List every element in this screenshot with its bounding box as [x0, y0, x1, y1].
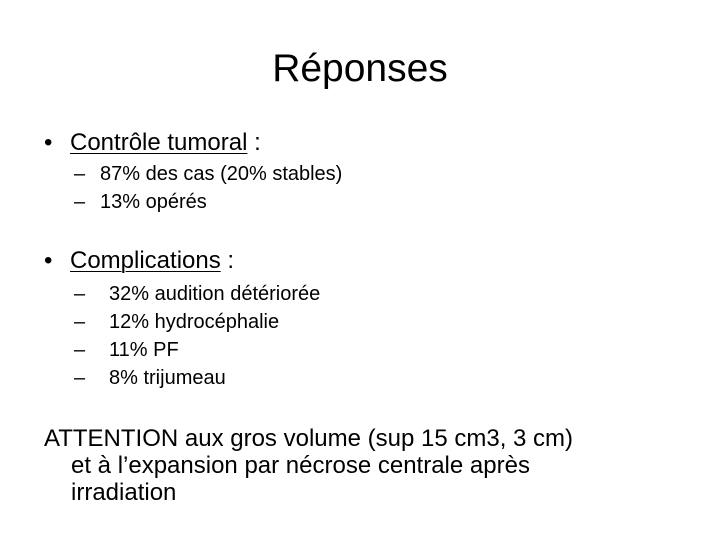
sub-item — [74, 160, 342, 188]
sub-item-text: 32% audition détériorée — [109, 283, 321, 305]
bullet-complications — [44, 246, 234, 276]
attention-line: et à l’expansion par nécrose centrale après — [71, 452, 530, 479]
sub-item — [74, 308, 279, 336]
dash-marker: – — [74, 311, 86, 333]
sub-item-text: 13% opérés — [100, 191, 207, 213]
bullet-controle-tumoral — [44, 128, 261, 158]
sub-item-text: 11% PF — [109, 339, 179, 361]
attention-line: irradiation — [71, 479, 177, 506]
attention-note — [44, 425, 704, 506]
dash-marker: – — [74, 367, 86, 389]
dash-marker: – — [74, 163, 86, 185]
sub-item-text: 87% des cas (20% stables) — [100, 163, 343, 185]
bullet-dot: • — [44, 247, 53, 274]
dash-marker: – — [74, 339, 86, 361]
bullet-suffix: : — [220, 247, 235, 274]
dash-marker: – — [74, 191, 86, 213]
slide-title: Réponses — [272, 47, 448, 90]
sub-item — [74, 280, 320, 308]
bullet-heading: Contrôle tumoral — [70, 129, 248, 156]
bullet-heading: Complications — [70, 247, 221, 274]
sub-item — [74, 336, 179, 364]
sub-item-text: 8% trijumeau — [109, 367, 226, 389]
sub-item — [74, 188, 207, 216]
dash-marker: – — [74, 283, 86, 305]
bullet-dot: • — [44, 129, 53, 156]
bullet-suffix: : — [247, 129, 261, 156]
attention-line: ATTENTION aux gros volume (sup 15 cm3, 3 cm) — [44, 425, 574, 452]
sub-item-text: 12% hydrocéphalie — [109, 311, 280, 333]
sub-item — [74, 364, 226, 392]
